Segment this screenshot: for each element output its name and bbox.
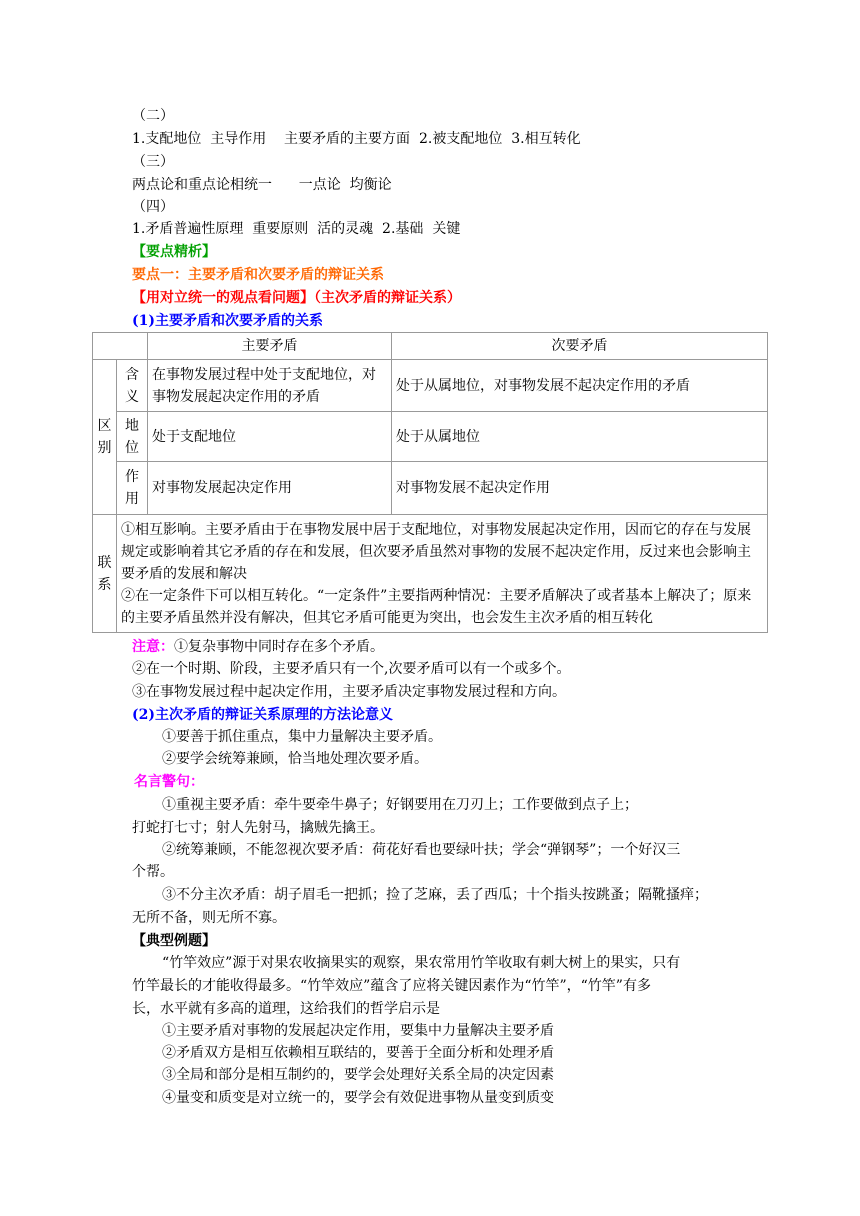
note-3: ③在事物发展过程中起决定作用，主要矛盾决定事物发展过程和方向。 bbox=[132, 684, 566, 700]
meaning-secondary-cell: 处于从属地位，对事物发展不起决定作用的矛盾 bbox=[392, 360, 768, 412]
quote-2b: 个帮。 bbox=[132, 864, 174, 880]
link-item-1: ①相互影响。主要矛盾由于在事物发展中居于支配地位，对事物发展起决定作用，因而它的存在与发展规定或影响着其它矛盾的存在和发展，但次要矛盾虽然对事物的发展不起决定作用，反过来也会影响主要矛盾的发展和解决 bbox=[121, 521, 751, 582]
meaning-main-cell: 在事物发展过程中处于支配地位，对事物发展起决定作用的矛盾 bbox=[148, 360, 392, 412]
row-label-meaning: 含义 bbox=[117, 360, 148, 412]
group-link-cell: 联系 bbox=[93, 515, 117, 633]
role-secondary-cell: 对事物发展不起决定作用 bbox=[392, 462, 768, 515]
quote-3b: 无所不备，则无所不寡。 bbox=[132, 910, 286, 926]
header-secondary-contradiction: 次要矛盾 bbox=[392, 333, 768, 360]
header-main-contradiction: 主要矛盾 bbox=[148, 333, 392, 360]
method-1: ①要善于抓住重点，集中力量解决主要矛盾。 bbox=[162, 729, 442, 745]
heading-view: 【用对立统一的观点看问题】（主次矛盾的辩证关系） bbox=[132, 290, 461, 306]
example-p1: “竹竿效应”源于对果农收摘果实的观察，果农常用竹竿收取有刺大树上的果实，只有 bbox=[162, 955, 681, 971]
section-4-label: （四） bbox=[132, 199, 174, 215]
link-item-2: ②在一定条件下可以相互转化。“一定条件”主要指两种情况：主要矛盾解决了或者基本上解决了；原来的主要矛盾虽然并没有解决，但其它矛盾可能更为突出，也会发生主次矛盾的相互转化 bbox=[121, 587, 752, 626]
quote-1b: 打蛇打七寸；射人先射马，擒贼先擒王。 bbox=[132, 820, 384, 836]
example-option-1: ①主要矛盾对事物的发展起决定作用，要集中力量解决主要矛盾 bbox=[162, 1023, 554, 1039]
group-difference-label: 区别 bbox=[97, 418, 112, 456]
table-row-role bbox=[93, 462, 768, 515]
example-p3: 长，水平就有多高的道理，这给我们的哲学启示是 bbox=[132, 1001, 440, 1017]
section-2-text: 1.支配地位 主导作用 主要矛盾的主要方面 2.被支配地位 3.相互转化 bbox=[132, 131, 581, 147]
method-2: ②要学会统筹兼顾，恰当地处理次要矛盾。 bbox=[162, 751, 428, 767]
note-1: ①复杂事物中同时存在多个矛盾。 bbox=[174, 639, 384, 655]
example-p2: 竹竿最长的才能收得最多。“竹竿效应”蕴含了应将关键因素作为“竹竿”，“竹竿”有多 bbox=[132, 978, 651, 994]
quote-2a: ②统筹兼顾，不能忽视次要矛盾：荷花好看也要绿叶扶；学会“弹钢琴”；一个好汉三 bbox=[162, 842, 681, 858]
comparison-table bbox=[92, 332, 768, 633]
section-4-text: 1.矛盾普遍性原理 重要原则 活的灵魂 2.基础 关键 bbox=[132, 221, 461, 237]
link-content-cell bbox=[117, 515, 768, 633]
note-2: ②在一个时期、阶段，主要矛盾只有一个,次要矛盾可以有一个或多个。 bbox=[132, 661, 571, 677]
heading-key-analysis: 【要点精析】 bbox=[132, 244, 216, 260]
section-3-text: 两点论和重点论相统一 一点论 均衡论 bbox=[132, 177, 392, 193]
example-option-4: ④量变和质变是对立统一的，要学会有效促进事物从量变到质变 bbox=[162, 1090, 554, 1106]
group-difference-cell bbox=[93, 360, 117, 515]
note-line-1 bbox=[132, 637, 384, 657]
section-3-label: （三） bbox=[132, 154, 174, 170]
role-main-cell: 对事物发展起决定作用 bbox=[148, 462, 392, 515]
row-label-role: 作用 bbox=[117, 462, 148, 515]
example-label: 【典型例题】 bbox=[132, 933, 216, 949]
quote-1a: ①重视主要矛盾：牵牛要牵牛鼻子；好钢要用在刀刃上；工作要做到点子上； bbox=[162, 797, 638, 813]
heading-sub-1: (1)主要矛盾和次要矛盾的关系 bbox=[132, 313, 323, 329]
table-row-meaning bbox=[93, 360, 768, 412]
row-label-status: 地位 bbox=[117, 412, 148, 462]
method-title: (2)主次矛盾的辩证关系原理的方法论意义 bbox=[132, 707, 393, 723]
note-label: 注意： bbox=[132, 639, 174, 655]
table-row-link bbox=[93, 515, 768, 633]
example-option-3: ③全局和部分是相互制约的，要学会处理好关系全局的决定因素 bbox=[162, 1067, 554, 1083]
table-header-row bbox=[93, 333, 768, 360]
example-option-2: ②矛盾双方是相互依赖相互联结的，要善于全面分析和处理矛盾 bbox=[162, 1045, 554, 1061]
section-2-label: （二） bbox=[132, 108, 174, 124]
status-secondary-cell: 处于从属地位 bbox=[392, 412, 768, 462]
table-corner-cell bbox=[93, 333, 148, 360]
heading-point-1: 要点一：主要矛盾和次要矛盾的辩证关系 bbox=[132, 267, 384, 283]
quotes-label: 名言警句： bbox=[134, 774, 204, 790]
status-main-cell: 处于支配地位 bbox=[148, 412, 392, 462]
quote-3a: ③不分主次矛盾：胡子眉毛一把抓；捡了芝麻，丢了西瓜；十个指头按跳蚤；隔靴搔痒； bbox=[162, 887, 708, 903]
table-row-status bbox=[93, 412, 768, 462]
